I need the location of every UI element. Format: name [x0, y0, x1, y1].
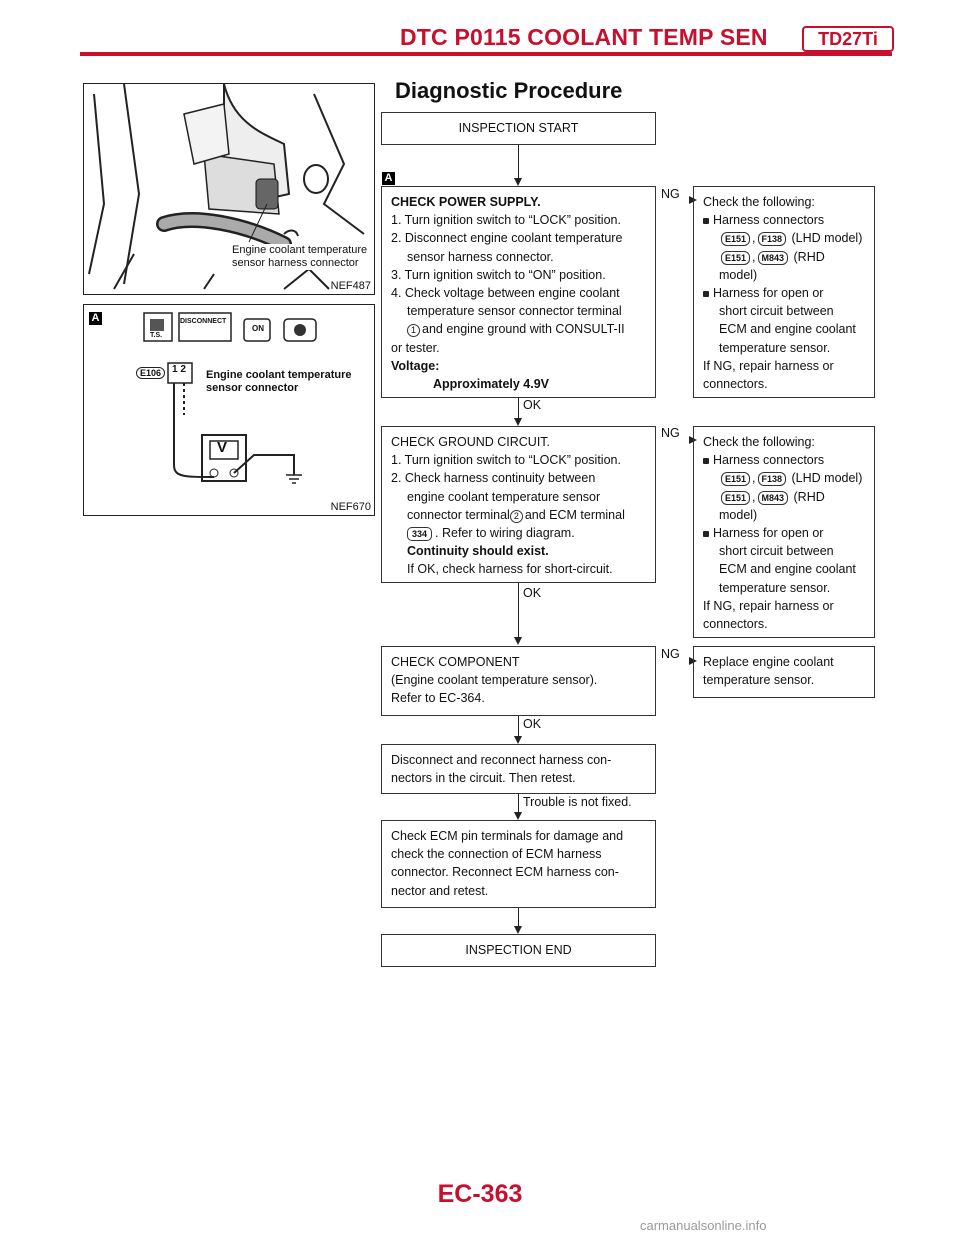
step1-line4c: and engine ground with CONSULT-II [422, 322, 625, 337]
ts-label: T.S. [150, 332, 163, 339]
step2-title: CHECK GROUND CIRCUIT. [391, 435, 551, 449]
connector-line [518, 716, 519, 738]
voltmeter-v: V [217, 439, 228, 456]
engine-badge: TD27Ti [802, 26, 894, 52]
ng2-bullet2d: temperature sensor. [719, 580, 831, 595]
arrow-down-icon [514, 418, 522, 426]
ng1-bullet2b: short circuit between [719, 304, 834, 319]
ok-label-2: OK [523, 586, 542, 600]
reconnect-harness-box [381, 744, 656, 794]
terminal-1: 1 [407, 324, 420, 337]
step2-line2c: connector terminal [407, 507, 510, 522]
watermark: carmanualsonline.info [640, 1218, 767, 1233]
rhd-label: (RHD [793, 489, 825, 504]
figure1-label-line1: Engine coolant temperature [232, 244, 368, 256]
ng1-bullet2a: Harness for open or [713, 286, 824, 301]
ng3-line1: Replace engine coolant [703, 655, 834, 669]
figure2-mark: A [89, 312, 102, 325]
ng2-bullet1: Harness connectors [713, 453, 825, 468]
step3-line1: CHECK COMPONENT [391, 655, 520, 669]
flow-mark-a: A [382, 172, 395, 185]
ecm-terminal-334: 334 [407, 527, 432, 541]
step5-line4: nector and retest. [391, 883, 489, 898]
ng2-bullet2a: Harness for open or [713, 526, 824, 541]
figure-sensor-location [83, 83, 375, 295]
step2-line2a: 2. Check harness continuity between [391, 471, 596, 486]
connector-e151: E151 [721, 251, 750, 265]
procedure-title: Diagnostic Procedure [395, 78, 623, 103]
step4-line1: Disconnect and reconnect harness con- [391, 753, 612, 767]
check-component-box [381, 646, 656, 716]
ng1-bullet2c: ECM and engine coolant [719, 322, 856, 337]
step2-line2e: . Refer to wiring diagram. [435, 526, 575, 541]
terminal-2: 2 [510, 510, 523, 523]
ng1-line1: Check the following: [703, 195, 815, 209]
ng1-bullet2d: temperature sensor. [719, 340, 831, 355]
connector-line [518, 583, 519, 639]
section-title: DTC P0115 COOLANT TEMP SEN [400, 24, 768, 50]
trouble-not-fixed-label: Trouble is not fixed. [523, 795, 632, 809]
arrow-down-icon [514, 926, 522, 934]
connector-e151: E151 [721, 232, 750, 246]
figure2-label-line1: Engine coolant temperature [206, 369, 352, 381]
ng3-line2: temperature sensor. [703, 673, 815, 688]
bullet-icon [703, 458, 709, 464]
step1-line4a: 4. Check voltage between engine coolant [391, 286, 620, 301]
ng2-line5a: If NG, repair harness or [703, 598, 834, 613]
ng-label-3: NG [661, 647, 680, 661]
on-label: ON [252, 324, 264, 333]
voltage-value: Approximately 4.9V [433, 377, 550, 392]
check-ground-circuit-box [381, 426, 656, 583]
lhd-label: (LHD model) [791, 471, 863, 486]
rhd-label-2: model) [719, 507, 758, 522]
check-ecm-terminals-box [381, 820, 656, 908]
arrow-down-icon [514, 178, 522, 186]
connector-m843: M843 [758, 491, 789, 505]
connector-f138: F138 [758, 232, 787, 246]
ok-label-3: OK [523, 717, 542, 731]
connector-line [518, 908, 519, 928]
step3-line2: (Engine coolant temperature sensor). [391, 673, 598, 688]
inspection-end-box [381, 934, 656, 967]
step1-line4b: temperature sensor connector terminal [407, 304, 622, 319]
short-circuit-text: If OK, check harness for short-circuit. [407, 562, 613, 577]
step2-line2b: engine coolant temperature sensor [407, 489, 601, 504]
ok-label-1: OK [523, 398, 542, 412]
arrow-down-icon [514, 637, 522, 645]
rhd-label: (RHD [793, 249, 825, 264]
step1-line2b: sensor harness connector. [407, 249, 554, 264]
wiring-illustration [84, 305, 374, 515]
header-rule [80, 52, 892, 56]
bullet-icon [703, 531, 709, 537]
connector-line [518, 398, 519, 420]
step1-line1: 1. Turn ignition switch to “LOCK” position. [391, 213, 621, 228]
inspection-start-text: INSPECTION START [458, 121, 579, 135]
step5-line2: check the connection of ECM harness [391, 847, 602, 862]
connector-f138: F138 [758, 472, 787, 486]
inspection-start-box [381, 112, 656, 145]
ng-box-1: Check the following: Harness connectors E151 , F138 (LHD model) E151 , M843 (RHD model) Harness for open or short circuit between ECM and engine coolant temperature sensor. If NG, repair harness or connectors. [693, 186, 875, 398]
step5-line1: Check ECM pin terminals for damage and [391, 829, 624, 843]
figure2-id: NEF670 [330, 501, 371, 513]
ng1-bullet1: Harness connectors [713, 213, 825, 228]
voltage-label: Voltage: [391, 358, 440, 373]
rhd-label-2: model) [719, 267, 758, 282]
connector-e106: E106 [136, 367, 165, 379]
step1-line2a: 2. Disconnect engine coolant temperature [391, 231, 623, 246]
bullet-icon [703, 291, 709, 297]
connector-pins: 1 2 [172, 364, 186, 375]
connector-line [518, 794, 519, 814]
ng-box-2: Check the following: Harness connectors E151 , F138 (LHD model) E151 , M843 (RHD model) Harness for open or short circuit between ECM and engine coolant temperature sensor. If NG, repair harness or connectors. [693, 426, 875, 638]
ng2-bullet2c: ECM and engine coolant [719, 562, 856, 577]
step2-line1: 1. Turn ignition switch to “LOCK” position. [391, 453, 621, 468]
figure1-label-line2: sensor harness connector [232, 257, 359, 269]
figure-voltage-check [83, 304, 375, 516]
arrow-down-icon [514, 812, 522, 820]
connector-e151: E151 [721, 491, 750, 505]
connector-m843: M843 [758, 251, 789, 265]
figure2-label-line2: sensor connector [206, 382, 299, 394]
ng-box-3 [693, 646, 875, 698]
check-power-supply-box [381, 186, 656, 398]
step1-line4d: or tester. [391, 340, 440, 355]
inspection-end-text: INSPECTION END [465, 943, 572, 957]
ng-label-1: NG [661, 187, 680, 201]
step5-line3: connector. Reconnect ECM harness con- [391, 865, 619, 880]
bullet-icon [703, 218, 709, 224]
connector-e151: E151 [721, 472, 750, 486]
continuity-text: Continuity should exist. [407, 544, 549, 559]
ng2-line1: Check the following: [703, 435, 815, 449]
step1-title: CHECK POWER SUPPLY. [391, 195, 541, 209]
ng-label-2: NG [661, 426, 680, 440]
ng1-line5a: If NG, repair harness or [703, 358, 834, 373]
step3-line3: Refer to EC-364. [391, 691, 485, 706]
figure1-id: NEF487 [330, 280, 371, 292]
step4-line2: nectors in the circuit. Then retest. [391, 771, 576, 786]
ng2-bullet2b: short circuit between [719, 544, 834, 559]
ng1-line5b: connectors. [703, 377, 768, 392]
step1-line3: 3. Turn ignition switch to “ON” position. [391, 267, 606, 282]
disconnect-label: DISCONNECT [180, 318, 227, 325]
page-number: EC-363 [437, 1180, 523, 1208]
ng2-line5b: connectors. [703, 617, 768, 632]
arrow-down-icon [514, 736, 522, 744]
connector-line [518, 145, 519, 182]
lhd-label: (LHD model) [791, 231, 863, 246]
step2-line2d: and ECM terminal [524, 507, 625, 522]
